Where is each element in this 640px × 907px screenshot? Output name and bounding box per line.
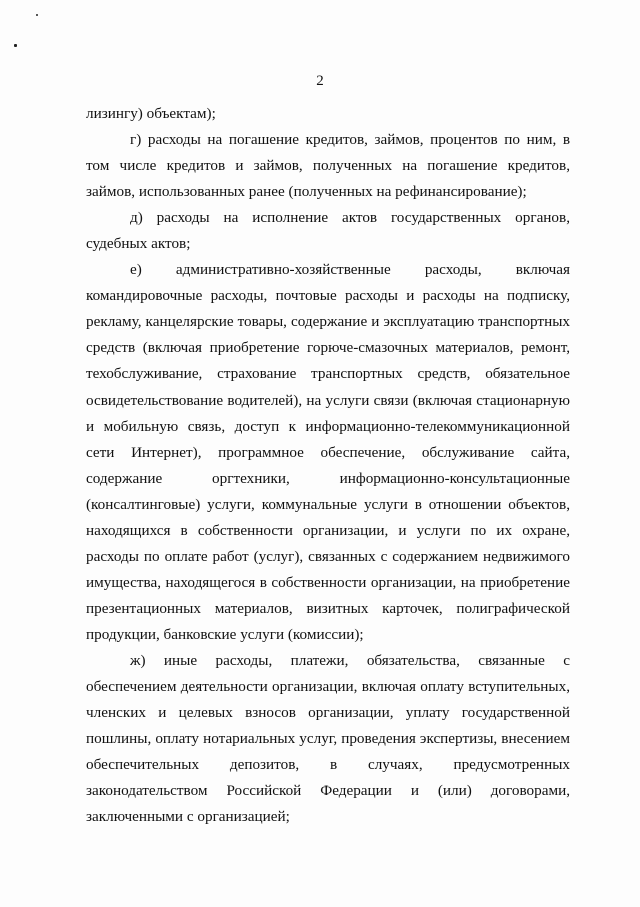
scan-speck bbox=[14, 44, 17, 47]
scan-speck bbox=[36, 14, 38, 16]
paragraph-item-d: д) расходы на исполнение актов государственных органов, судебных актов; bbox=[86, 209, 570, 253]
paragraph-continuation: лизингу) объектам); bbox=[86, 105, 216, 122]
paragraph-item-e: е) административно-хозяйственные расходы, включая командировочные расходы, почтовые расходы и расходы на подписку, рекламу, канцелярские товары, содержание и эксплуатацию транспортных средств (включая приобретение горюче-смазочных материалов, ремонт, техобслуживание, страхование транспортных средств, обязательное освидетельствование водителей), на услуги связи (включая стационарную и мобильную связь, доступ к информационно-телекоммуникационной сети Интернет), программное обеспечение, обслуживание сайта, содержание оргтехники, информационно-консультационные (консалтинговые) услуги, коммунальные услуги в отношении объектов, находящихся в собственности организации, и услуги по их охране, расходы по оплате работ (услуг), связанных с содержанием недвижимого имущества, находящегося в собственности организации, на приобретение презентационных материалов, визитных карточек, полиграфической продукции, банковские услуги (комиссии); bbox=[86, 261, 570, 643]
paragraph-item-g: г) расходы на погашение кредитов, займов, процентов по ним, в том числе кредитов и займов, полученных на погашение кредитов, займов, использованных ранее (полученных на рефинансирование); bbox=[86, 131, 570, 201]
document-body bbox=[86, 101, 570, 830]
paragraph-item-zh: ж) иные расходы, платежи, обязательства, связанные с обеспечением деятельности организации, включая оплату вступительных, членских и целевых взносов организации, уплату государственной пошлины, оплату нотариальных услуг, проведения экспертизы, внесением обеспечительных депозитов, в случаях, предусмотренных законодательством Российской Федерации и (или) договорами, заключенными с организацией; bbox=[86, 651, 570, 826]
page-number: 2 bbox=[316, 73, 324, 89]
